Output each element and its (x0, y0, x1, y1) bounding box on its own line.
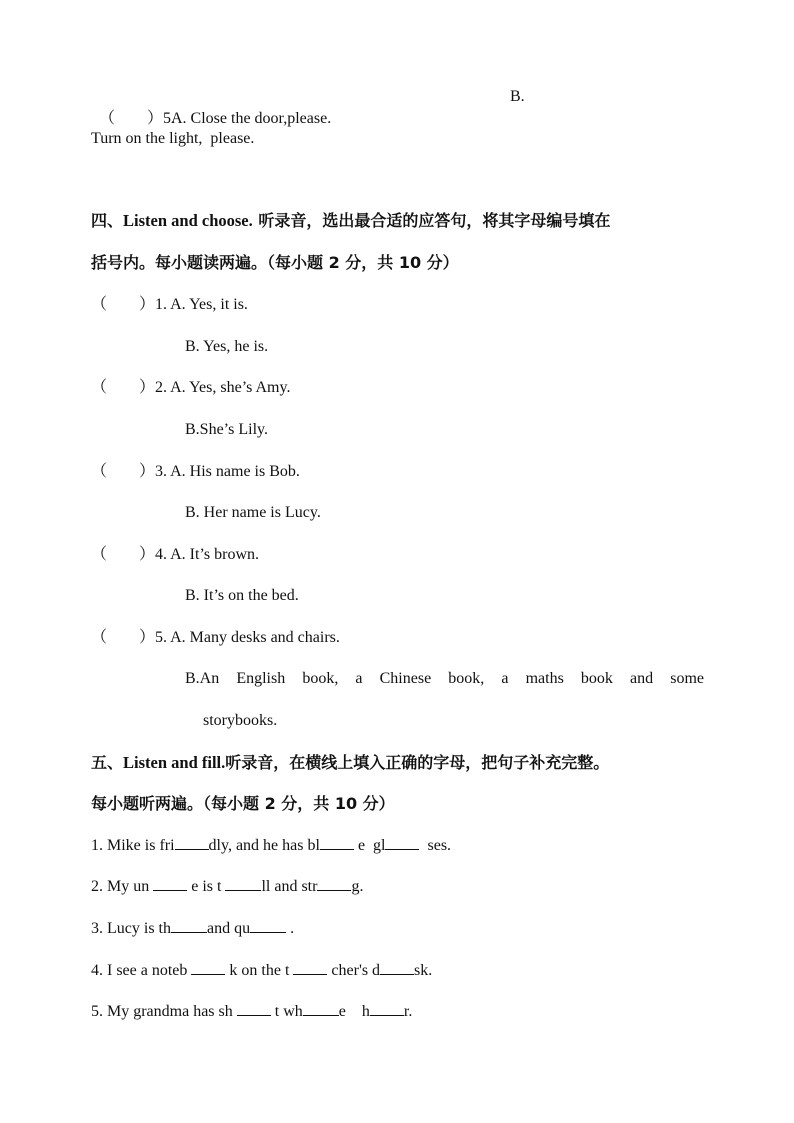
section-4-heading: 四、Listen and choose. 听录音，选出最合适的应答句，将其字母编号填在 (91, 211, 611, 230)
option-a: A. His name is Bob. (170, 463, 300, 480)
answer-paren[interactable]: （ ） (91, 629, 156, 646)
fill-sentence-5: 5. My grandma has sh t wh e h r. (91, 1003, 413, 1020)
option-a: A. Close the door,please. (171, 110, 332, 127)
option-a: A. Many desks and chairs. (170, 629, 340, 646)
answer-paren[interactable]: （ ） (91, 296, 156, 313)
question-1: （ ）1. A. Yes, it is. (91, 294, 248, 316)
fill-blank[interactable] (320, 835, 354, 850)
fill-blank[interactable] (317, 876, 351, 891)
fill-sentence-3: 3. Lucy is th and qu . (91, 920, 295, 937)
fill-blank[interactable] (293, 960, 327, 975)
fill-sentence-2: 2. My un e is t ll and str g. (91, 878, 364, 895)
option-b: B. It’s on the bed. (185, 587, 299, 604)
fill-blank[interactable] (385, 835, 419, 850)
question-5: （ ）5. A. Many desks and chairs. (91, 627, 340, 649)
option-b-continued: storybooks. (203, 712, 278, 729)
fill-blank[interactable] (225, 876, 261, 891)
fill-sentence-1: 1. Mike is fri dly, and he has bl e gl ses. (91, 837, 452, 854)
question-3: （ ）3. A. His name is Bob. (91, 461, 300, 483)
fill-blank[interactable] (175, 835, 209, 850)
fill-blank[interactable] (303, 1001, 339, 1016)
fill-blank[interactable] (171, 918, 207, 933)
part3-q5-b-text: Turn on the light, please. (91, 130, 255, 147)
question-2: （ ）2. A. Yes, she’s Amy. (91, 377, 290, 399)
option-b: B. Her name is Lucy. (185, 504, 321, 521)
option-a: A. It’s brown. (170, 546, 260, 563)
fill-blank[interactable] (370, 1001, 404, 1016)
option-a: A. Yes, she’s Amy. (170, 379, 291, 396)
section-4-heading-line2: 括号内。每小题读两遍。（每小题 2 分，共 10 分） (91, 253, 459, 272)
fill-blank[interactable] (250, 918, 286, 933)
option-a: A. Yes, it is. (170, 296, 248, 313)
option-b: B.She’s Lily. (185, 421, 268, 438)
part3-q5 (91, 86, 331, 130)
question-4: （ ）4. A. It’s brown. (91, 544, 259, 566)
fill-blank[interactable] (237, 1001, 271, 1016)
answer-paren[interactable]: （ ）5. (99, 110, 176, 127)
answer-paren[interactable]: （ ） (91, 379, 156, 396)
answer-paren[interactable]: （ ） (91, 546, 156, 563)
section-5-heading: 五、Listen and fill.听录音，在横线上填入正确的字母，把句子补充完整。 (91, 753, 610, 772)
option-b: B. Yes, he is. (185, 338, 269, 355)
answer-paren[interactable]: （ ） (91, 463, 156, 480)
part3-q5-b-label: B. (510, 88, 525, 105)
section-5-heading-line2: 每小题听两遍。（每小题 2 分，共 10 分） (91, 794, 395, 813)
fill-blank[interactable] (380, 960, 414, 975)
fill-blank[interactable] (191, 960, 225, 975)
option-b: B.An English book, a Chinese book, a maths book and some (185, 670, 704, 687)
fill-blank[interactable] (153, 876, 187, 891)
fill-sentence-4: 4. I see a noteb k on the t cher's d sk. (91, 962, 433, 979)
